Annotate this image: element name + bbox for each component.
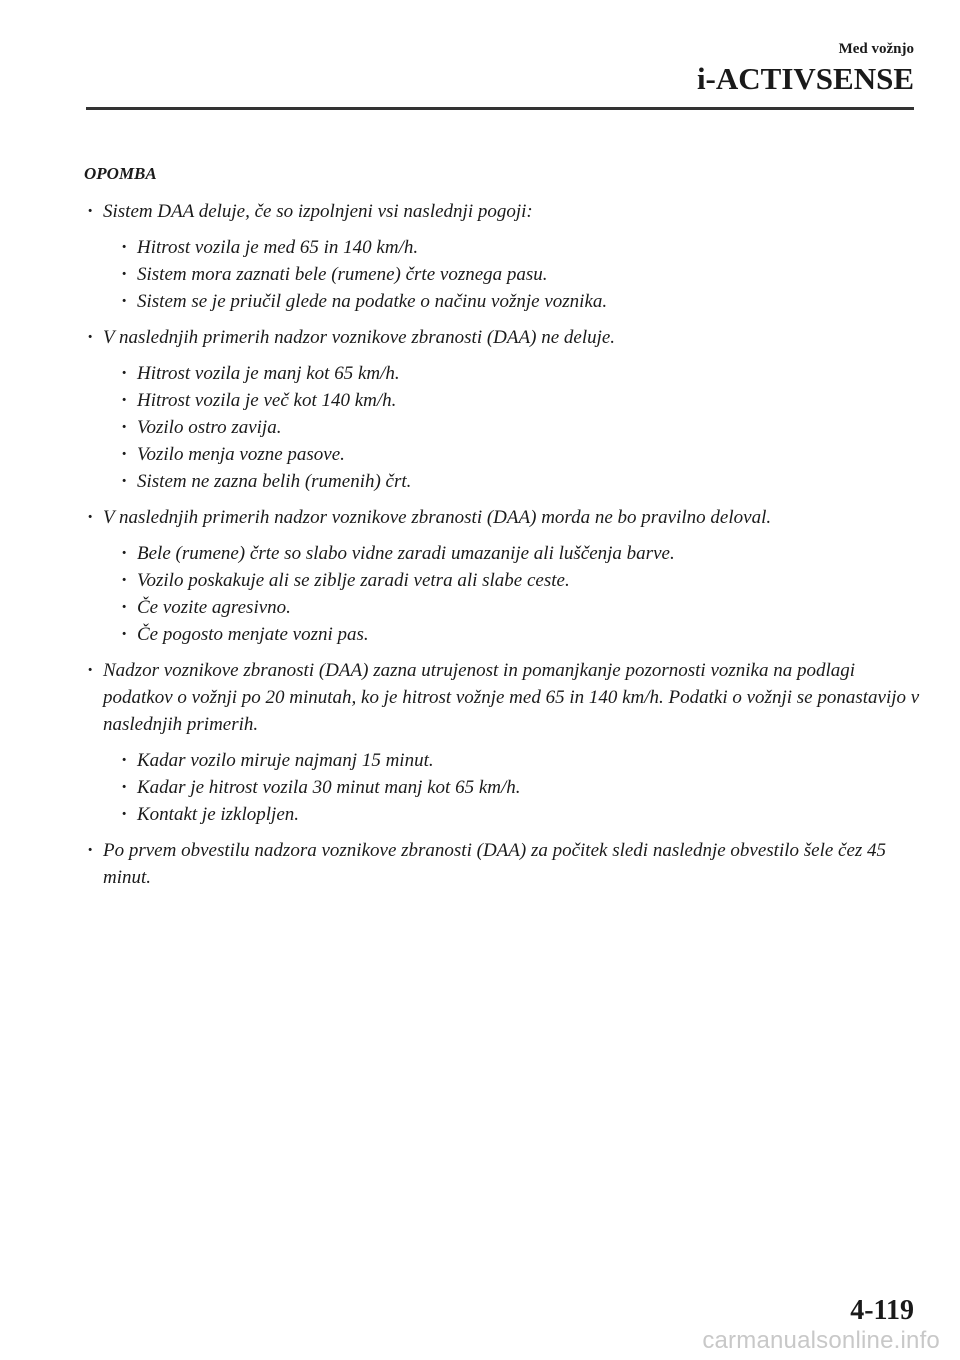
note-item <box>84 504 924 648</box>
note-subitem: · Sistem ne zazna belih (rumenih) črt. <box>118 468 924 495</box>
note-item-text: Nadzor voznikove zbranosti (DAA) zazna utrujenost in pomanjkanje pozornosti voznika na podlagi podatkov o vožnji po 20 minutah, ko je hitrost vožnje med 65 in 140 km/h. Podatki o vožnji se ponastavijo v naslednjih primerih. <box>103 660 920 735</box>
note-subitem: · Vozilo poskakuje ali se ziblje zaradi vetra ali slabe ceste. <box>118 567 924 594</box>
note-item-text: V naslednjih primerih nadzor voznikove zbranosti (DAA) morda ne bo pravilno deloval. <box>103 507 772 528</box>
note-item-text: Po prvem obvestilu nadzora voznikove zbranosti (DAA) za počitek sledi naslednje obvestilo šele čez 45 minut. <box>103 840 887 888</box>
chapter-title: i-ACTIVSENSE <box>696 61 914 96</box>
note-subitem: · Vozilo menja vozne pasove. <box>118 441 924 468</box>
note-subitem: · Bele (rumene) črte so slabo vidne zaradi umazanije ali luščenja barve. <box>118 540 924 567</box>
note-item <box>84 837 924 891</box>
note-subitem: · Kadar je hitrost vozila 30 minut manj kot 65 km/h. <box>118 774 924 801</box>
section-label: Med vožnjo <box>838 41 914 57</box>
note-subitem: · Hitrost vozila je manj kot 65 km/h. <box>118 360 924 387</box>
note-subitem: · Kadar vozilo miruje najmanj 15 minut. <box>118 747 924 774</box>
note-subitem: · Če vozite agresivno. <box>118 594 924 621</box>
note-subitem: · Kontakt je izklopljen. <box>118 801 924 828</box>
page-header <box>86 40 914 97</box>
note-subitem: · Hitrost vozila je več kot 140 km/h. <box>118 387 924 414</box>
page-number: 4-119 <box>850 1295 914 1326</box>
note-subitem-list <box>103 234 924 315</box>
header-divider <box>86 107 914 110</box>
note-subitem: · Hitrost vozila je med 65 in 140 km/h. <box>118 234 924 261</box>
note-subitem-list <box>103 540 924 648</box>
note-item <box>84 324 924 495</box>
note-subitem: · Če pogosto menjate vozni pas. <box>118 621 924 648</box>
note-heading: OPOMBA <box>84 164 157 183</box>
note-item <box>84 657 924 828</box>
note-subitem: · Sistem se je priučil glede na podatke o načinu vožnje voznika. <box>118 288 924 315</box>
note-subitem: · Sistem mora zaznati bele (rumene) črte voznega pasu. <box>118 261 924 288</box>
note-subitem-list <box>103 747 924 828</box>
note-subitem: · Vozilo ostro zavija. <box>118 414 924 441</box>
note-item-text: Sistem DAA deluje, če so izpolnjeni vsi naslednji pogoji: <box>103 201 533 222</box>
watermark: carmanualsonline.info <box>702 1327 940 1354</box>
note-item-text: V naslednjih primerih nadzor voznikove zbranosti (DAA) ne deluje. <box>103 327 616 348</box>
note-item-list <box>84 198 924 891</box>
note-block <box>84 160 924 900</box>
note-subitem-list <box>103 360 924 495</box>
note-item <box>84 198 924 315</box>
